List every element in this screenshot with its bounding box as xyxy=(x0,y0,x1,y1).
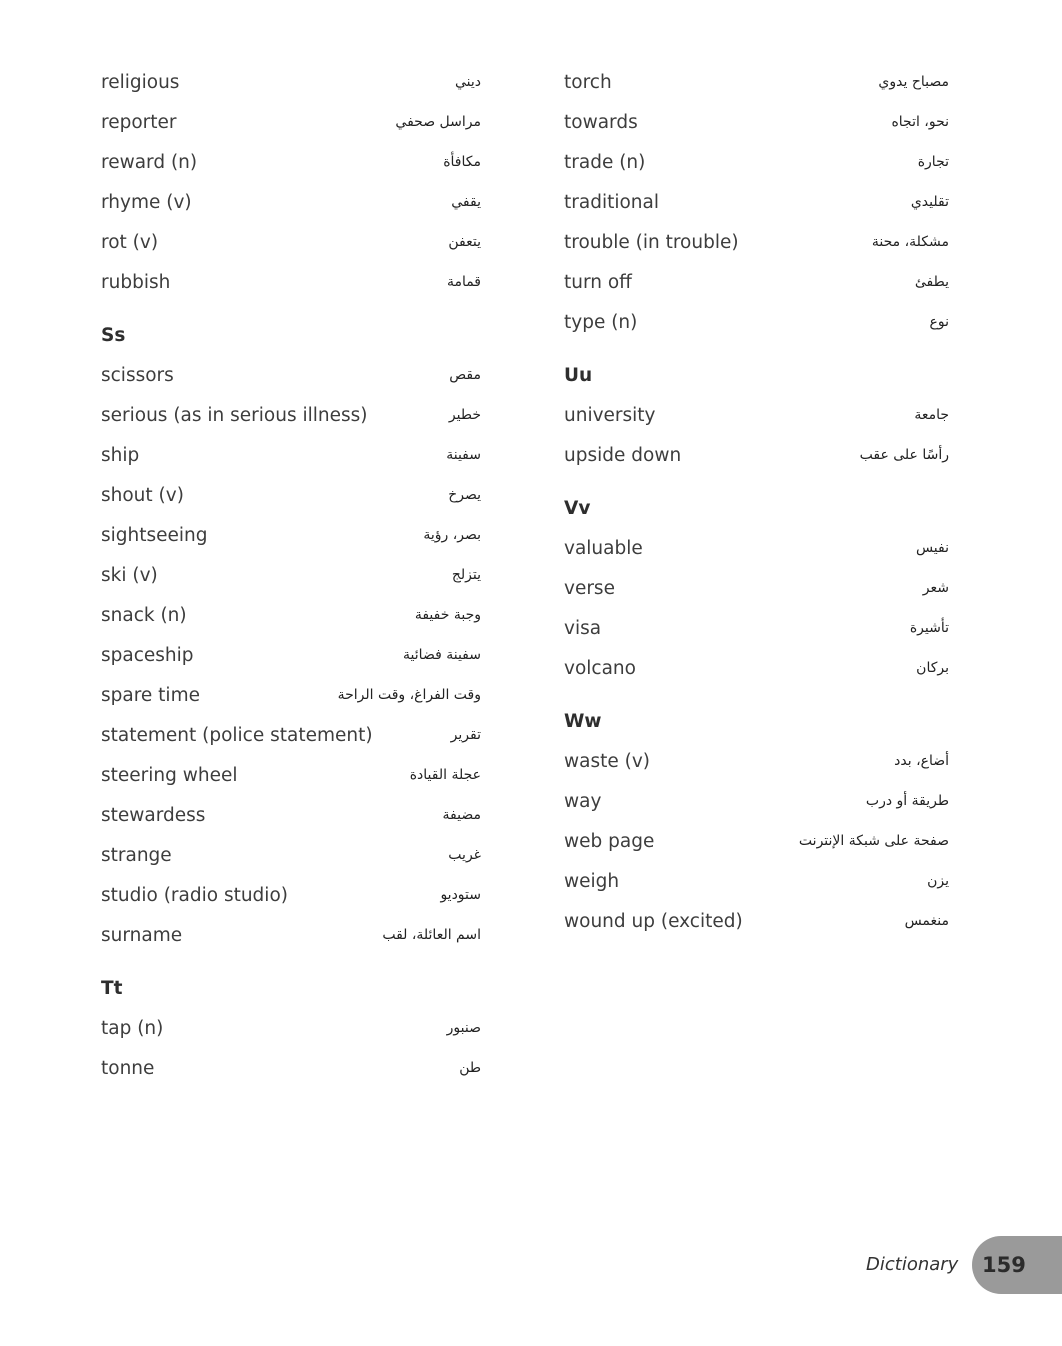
english-term: rubbish xyxy=(101,271,171,293)
arabic-translation: مقص xyxy=(449,367,481,383)
letter-heading: Vv xyxy=(564,497,591,519)
arabic-translation: سفينة فضائية xyxy=(403,647,481,663)
dictionary-entry xyxy=(101,755,481,795)
dictionary-entry xyxy=(564,435,949,475)
arabic-translation: رأسًا على عقب xyxy=(859,447,949,463)
dictionary-entry xyxy=(101,915,481,955)
dictionary-entry xyxy=(101,262,481,302)
dictionary-entry xyxy=(564,608,949,648)
arabic-translation: مكافأة xyxy=(443,154,481,170)
arabic-translation: يصرخ xyxy=(448,487,481,503)
dictionary-entry xyxy=(101,395,481,435)
english-term: spaceship xyxy=(101,644,194,666)
english-term: wound up (excited) xyxy=(564,910,743,932)
dictionary-entry xyxy=(101,835,481,875)
english-term: snack (n) xyxy=(101,604,187,626)
english-term: web page xyxy=(564,830,655,852)
arabic-translation: يطفئ xyxy=(914,274,949,290)
english-term: waste (v) xyxy=(564,750,651,772)
english-term: ski (v) xyxy=(101,564,158,586)
dictionary-entry xyxy=(564,262,949,302)
english-term: studio (radio studio) xyxy=(101,884,288,906)
arabic-translation: نوع xyxy=(929,314,949,330)
english-term: surname xyxy=(101,924,183,946)
dictionary-entry xyxy=(101,355,481,395)
dictionary-entry xyxy=(564,62,949,102)
english-term: way xyxy=(564,790,602,812)
dictionary-entry xyxy=(564,741,949,781)
arabic-translation: منغمس xyxy=(904,913,949,929)
english-term: traditional xyxy=(564,191,659,213)
arabic-translation: صنبور xyxy=(446,1020,481,1036)
english-term: strange xyxy=(101,844,172,866)
english-term: stewardess xyxy=(101,804,206,826)
english-term: religious xyxy=(101,71,180,93)
english-term: trade (n) xyxy=(564,151,646,173)
arabic-translation: عجلة القيادة xyxy=(409,767,481,783)
dictionary-entry xyxy=(564,861,949,901)
dictionary-entry xyxy=(101,555,481,595)
arabic-translation: وقت الفراغ، وقت الراحة xyxy=(337,687,481,703)
dictionary-entry xyxy=(101,222,481,262)
arabic-translation: يتعفن xyxy=(448,234,481,250)
arabic-translation: يزن xyxy=(927,873,949,889)
arabic-translation: تأشيرة xyxy=(909,620,949,636)
dictionary-entry xyxy=(564,182,949,222)
dictionary-entry xyxy=(101,62,481,102)
english-term: shout (v) xyxy=(101,484,184,506)
dictionary-entry xyxy=(101,515,481,555)
dictionary-entry xyxy=(101,675,481,715)
arabic-translation: ديني xyxy=(454,74,481,90)
letter-heading: Ss xyxy=(101,324,126,346)
letter-heading: Tt xyxy=(101,977,123,999)
dictionary-entry xyxy=(564,142,949,182)
letter-heading: Ww xyxy=(564,710,602,732)
dictionary-column-left xyxy=(101,62,481,1088)
footer-section-label: Dictionary xyxy=(866,1254,959,1275)
arabic-translation: مراسل صحفي xyxy=(395,114,481,130)
dictionary-entry xyxy=(101,102,481,142)
arabic-translation: مشكلة، محنة xyxy=(871,234,949,250)
dictionary-entry xyxy=(564,302,949,342)
english-term: upside down xyxy=(564,444,682,466)
arabic-translation: جامعة xyxy=(914,407,949,423)
english-term: verse xyxy=(564,577,615,599)
letter-heading: Uu xyxy=(564,364,593,386)
english-term: ship xyxy=(101,444,140,466)
arabic-translation: اسم العائلة، لقب xyxy=(382,927,481,943)
english-term: spare time xyxy=(101,684,200,706)
arabic-translation: بصر، رؤية xyxy=(423,527,481,543)
english-term: valuable xyxy=(564,537,643,559)
page-footer xyxy=(866,1236,1062,1294)
arabic-translation: تقليدي xyxy=(910,194,949,210)
dictionary-entry xyxy=(101,475,481,515)
arabic-translation: وجبة خفيفة xyxy=(414,607,481,623)
arabic-translation: قمامة xyxy=(446,274,481,290)
english-term: visa xyxy=(564,617,602,639)
arabic-translation: أضاع، بدد xyxy=(894,753,949,769)
arabic-translation: سفينة xyxy=(446,447,481,463)
page-number-tab xyxy=(972,1236,1062,1294)
english-term: reward (n) xyxy=(101,151,198,173)
english-term: serious (as in serious illness) xyxy=(101,404,368,426)
arabic-translation: خطير xyxy=(448,407,481,423)
arabic-translation: مصباح يدوي xyxy=(878,74,949,90)
arabic-translation: يقفي xyxy=(451,194,481,210)
english-term: sightseeing xyxy=(101,524,208,546)
arabic-translation: تجارة xyxy=(917,154,949,170)
dictionary-entry xyxy=(564,395,949,435)
dictionary-entry xyxy=(564,901,949,941)
english-term: towards xyxy=(564,111,638,133)
dictionary-entry xyxy=(101,142,481,182)
english-term: statement (police statement) xyxy=(101,724,373,746)
english-term: scissors xyxy=(101,364,174,386)
dictionary-entry xyxy=(564,222,949,262)
arabic-translation: نحو، اتجاه xyxy=(891,114,949,130)
dictionary-entry xyxy=(564,781,949,821)
dictionary-entry xyxy=(101,1048,481,1088)
english-term: reporter xyxy=(101,111,177,133)
dictionary-entry xyxy=(564,528,949,568)
dictionary-entry xyxy=(564,102,949,142)
dictionary-column-right xyxy=(564,62,949,941)
english-term: tonne xyxy=(101,1057,155,1079)
english-term: weigh xyxy=(564,870,620,892)
dictionary-entry xyxy=(564,821,949,861)
arabic-translation: نفيس xyxy=(915,540,949,556)
english-term: trouble (in trouble) xyxy=(564,231,739,253)
dictionary-entry xyxy=(101,715,481,755)
dictionary-entry xyxy=(564,568,949,608)
arabic-translation: تقرير xyxy=(450,727,481,743)
arabic-translation: غريب xyxy=(448,847,481,863)
english-term: turn off xyxy=(564,271,632,293)
dictionary-entry xyxy=(101,595,481,635)
english-term: torch xyxy=(564,71,612,93)
arabic-translation: شعر xyxy=(922,580,949,596)
dictionary-entry xyxy=(564,648,949,688)
english-term: steering wheel xyxy=(101,764,238,786)
english-term: university xyxy=(564,404,656,426)
dictionary-entry xyxy=(101,435,481,475)
page-number: 159 xyxy=(982,1253,1026,1277)
english-term: rot (v) xyxy=(101,231,159,253)
english-term: tap (n) xyxy=(101,1017,164,1039)
arabic-translation: بركان xyxy=(916,660,949,676)
dictionary-entry xyxy=(101,182,481,222)
arabic-translation: صفحة على شبكة الإنترنت xyxy=(798,833,949,849)
arabic-translation: مضيفة xyxy=(442,807,481,823)
dictionary-entry xyxy=(101,635,481,675)
english-term: type (n) xyxy=(564,311,638,333)
arabic-translation: طريقة أو درب xyxy=(865,793,949,809)
english-term: volcano xyxy=(564,657,636,679)
dictionary-entry xyxy=(101,875,481,915)
arabic-translation: طن xyxy=(459,1060,481,1076)
english-term: rhyme (v) xyxy=(101,191,192,213)
arabic-translation: ستوديو xyxy=(440,887,481,903)
dictionary-entry xyxy=(101,795,481,835)
arabic-translation: يتزلج xyxy=(451,567,481,583)
dictionary-entry xyxy=(101,1008,481,1048)
